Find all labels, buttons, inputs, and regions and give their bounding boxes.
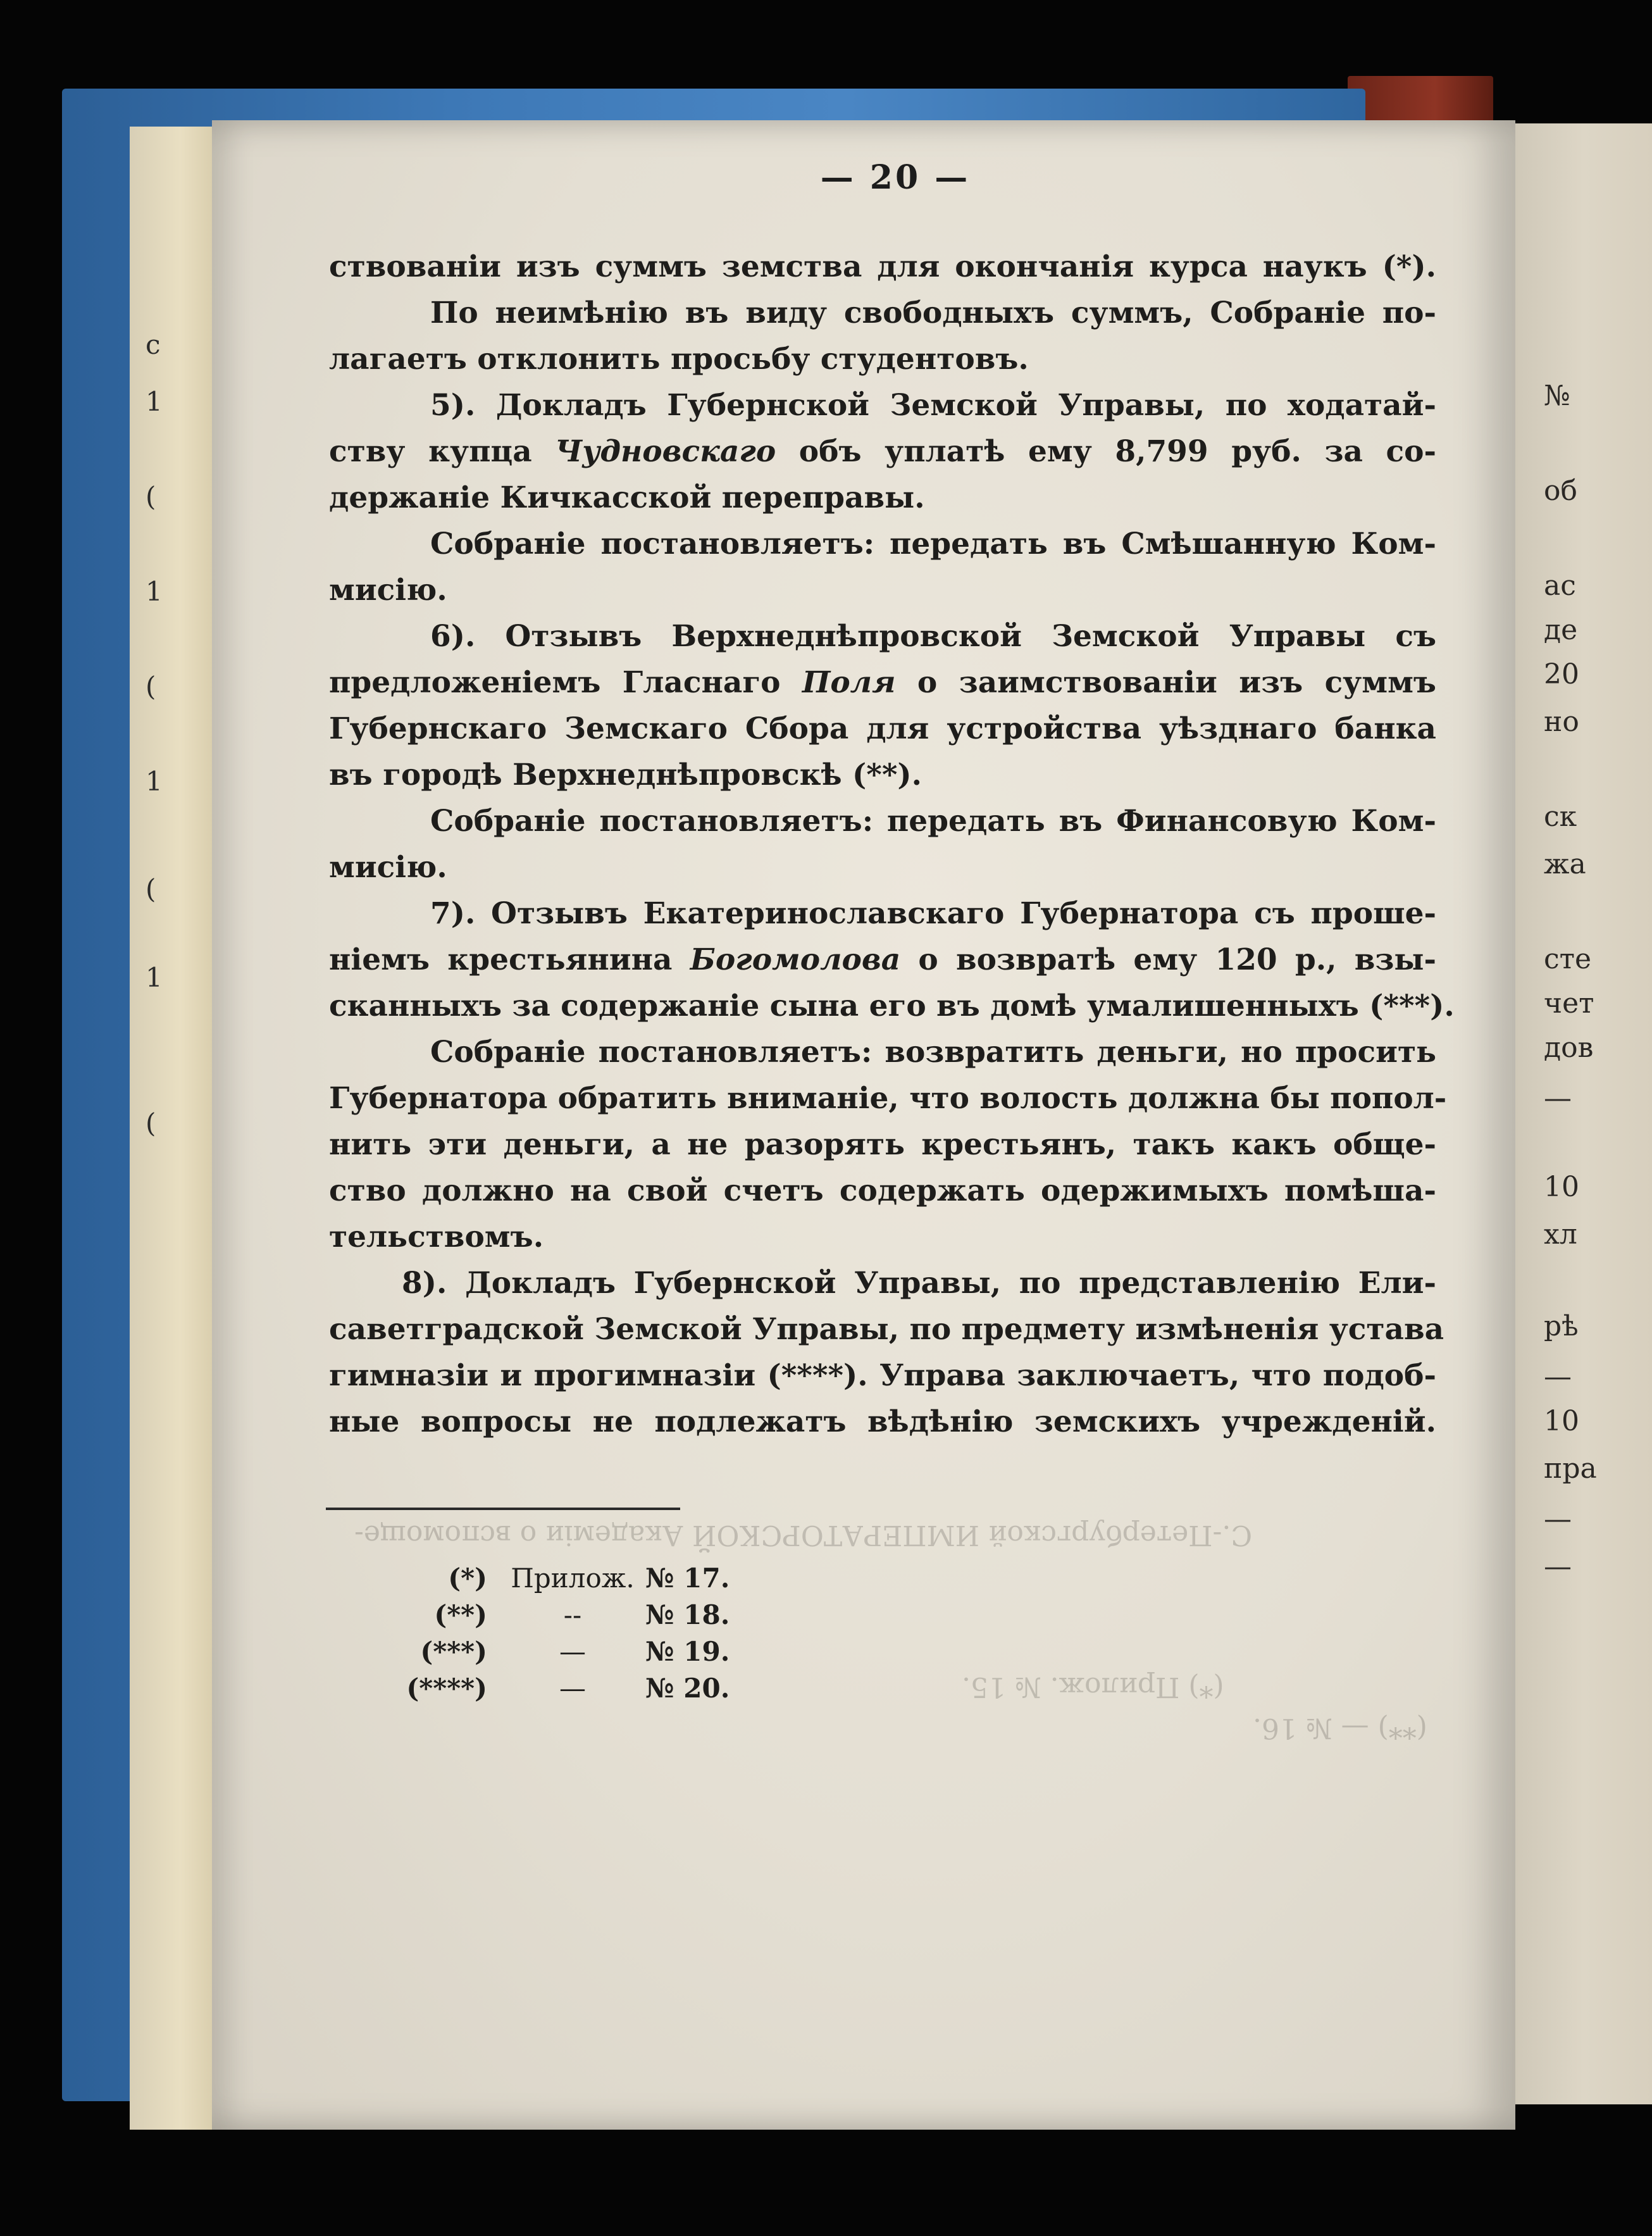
footnote-row: [373, 1560, 772, 1597]
adjacent-page-fragment: —: [1544, 1361, 1572, 1393]
adjacent-page-fragment: сте: [1544, 943, 1592, 975]
footnote-word: --: [563, 1599, 582, 1630]
text-fragment: ство должно на свой счетъ содержать одержимыхъ помѣша-: [329, 1173, 1436, 1208]
footnote-word: Прилож.: [511, 1563, 635, 1594]
text-line: [329, 937, 1436, 983]
margin-mark: 1: [146, 386, 163, 417]
text-fragment: нить эти деньги, а не разорять крестьянъ, такъ какъ обще-: [329, 1127, 1436, 1162]
text-fragment: 8). Докладъ Губернской Управы, по представленію Ели-: [402, 1266, 1436, 1301]
adjacent-page: [1515, 123, 1652, 2104]
adjacent-page-fragment: 20: [1544, 658, 1579, 690]
text-fragment: лагаетъ отклонить просьбу студентовъ.: [329, 342, 1029, 377]
text-line: [329, 567, 1436, 613]
text-fragment: сканныхъ за содержаніе сына его въ домѣ умалишенныхъ (***).: [329, 989, 1455, 1023]
text-fragment: объ уплатѣ ему 8,799 руб. за со-: [776, 434, 1436, 469]
text-line: [329, 1214, 1436, 1260]
text-fragment: 5). Докладъ Губернской Земской Управы, по ходатай-: [430, 388, 1436, 423]
adjacent-page-fragment: де: [1544, 614, 1578, 646]
text-fragment: ніемъ крестьянина: [329, 942, 690, 977]
text-line: [329, 382, 1436, 428]
margin-mark: 1: [146, 766, 163, 797]
text-fragment: Собраніе постановляетъ: передать въ Смѣшанную Ком-: [430, 527, 1436, 561]
text-line: [329, 1168, 1436, 1214]
text-line: [329, 1306, 1444, 1352]
margin-mark: 1: [146, 576, 163, 607]
text-fragment: Губернскаго Земскаго Сбора для устройства уѣзднаго банка: [329, 711, 1436, 746]
text-line: [329, 1260, 1436, 1306]
text-fragment: ствованіи изъ суммъ земства для окончанія курса наукъ (*).: [329, 249, 1436, 284]
margin-mark: (: [146, 1108, 156, 1139]
text-fragment: ству купца: [329, 434, 556, 469]
text-line: [329, 1075, 1447, 1121]
text-line: [329, 706, 1436, 752]
margin-mark: (: [146, 873, 156, 904]
bleed-through-line: (*) Прилож. № 15.: [962, 1671, 1224, 1703]
footnote-row: [373, 1670, 772, 1707]
adjacent-page-fragment: —: [1544, 1503, 1572, 1535]
text-line: [329, 336, 1436, 382]
footnote-num: № 17.: [645, 1563, 730, 1594]
text-line: [329, 1121, 1436, 1168]
adjacent-page-fragment: пра: [1544, 1452, 1597, 1485]
adjacent-page-fragment: 10: [1544, 1405, 1579, 1437]
adjacent-page-fragment: №: [1544, 380, 1570, 412]
margin-mark: (: [146, 671, 156, 702]
adjacent-page-fragment: хл: [1544, 1218, 1577, 1251]
text-fragment: Собраніе постановляетъ: передать въ Финансовую Ком-: [430, 804, 1436, 839]
text-fragment: Губернатора обратить вниманіе, что волость должна бы попол-: [329, 1081, 1447, 1116]
adjacent-page-fragment: но: [1544, 706, 1579, 738]
footnote-rule: [326, 1508, 680, 1510]
margin-mark: (: [146, 481, 156, 512]
footnote-num: № 19.: [645, 1636, 730, 1667]
italic-name: Богомолова: [690, 942, 901, 977]
text-fragment: 7). Отзывъ Екатеринославскаго Губернатора съ проше-: [430, 896, 1436, 931]
footnote-num: № 20.: [645, 1673, 730, 1704]
text-fragment: мисію.: [329, 850, 447, 885]
footnote-word: —: [559, 1636, 586, 1667]
footnote-row: [373, 1597, 772, 1633]
text-line: [329, 475, 1436, 521]
margin-mark: 1: [146, 962, 163, 993]
text-line: [329, 1399, 1436, 1445]
adjacent-page-fragment: чет: [1544, 987, 1594, 1020]
page-number: — 20 —: [820, 158, 971, 197]
footnote-mark: (*): [448, 1563, 487, 1594]
text-fragment: мисію.: [329, 573, 447, 608]
footnote-mark: (**): [434, 1599, 487, 1630]
adjacent-page-fragment: —: [1544, 1082, 1572, 1115]
footnote-row: [373, 1633, 772, 1670]
text-line: [329, 521, 1436, 567]
text-fragment: гимназіи и прогимназіи (****). Управа заключаетъ, что подоб-: [329, 1358, 1436, 1393]
text-fragment: 6). Отзывъ Верхнеднѣпровской Земской Управы съ: [430, 619, 1436, 654]
adjacent-page-fragment: рѣ: [1544, 1310, 1579, 1342]
text-fragment: въ городѣ Верхнеднѣпровскѣ (**).: [329, 758, 922, 792]
adjacent-page-fragment: об: [1544, 475, 1577, 507]
text-fragment: саветградской Земской Управы, по предмету измѣненія устава: [329, 1312, 1444, 1347]
adjacent-page-fragment: ск: [1544, 801, 1577, 833]
text-fragment: о заимствованіи изъ суммъ: [895, 665, 1436, 700]
text-fragment: предложеніемъ Гласнаго: [329, 665, 802, 700]
footnotes: [373, 1560, 772, 1707]
text-line: [329, 1029, 1436, 1075]
text-fragment: Собраніе постановляетъ: возвратить деньги, но просить: [430, 1035, 1436, 1070]
footnote-mark: (****): [406, 1673, 487, 1704]
footnote-num: № 18.: [645, 1599, 730, 1630]
adjacent-page-fragment: 10: [1544, 1171, 1579, 1203]
text-line: [329, 244, 1436, 290]
italic-name: Поля: [802, 665, 896, 700]
text-line: [329, 428, 1436, 475]
text-line: [329, 983, 1455, 1029]
bleed-through-line: С.-Петербургской ИМПЕРАТОРСКОЙ Академіи о вспомоще-: [354, 1519, 1253, 1551]
text-line: [329, 1352, 1436, 1399]
text-line: [329, 659, 1436, 706]
adjacent-page-fragment: —: [1544, 1551, 1572, 1583]
text-fragment: тельствомъ.: [329, 1220, 544, 1254]
text-line: [329, 844, 1436, 890]
text-line: [329, 798, 1436, 844]
text-fragment: держаніе Кичкасской переправы.: [329, 480, 925, 515]
body-text: [329, 244, 1455, 1445]
footnote-word: —: [559, 1673, 586, 1704]
text-fragment: о возвратѣ ему 120 р., взы-: [900, 942, 1436, 977]
italic-name: Чудновскаго: [555, 434, 776, 469]
adjacent-page-fragment: жа: [1544, 848, 1586, 880]
bleed-through-line: (**) — № 16.: [1253, 1712, 1427, 1744]
adjacent-page-fragment: дов: [1544, 1032, 1594, 1064]
text-line: [329, 890, 1436, 937]
footnote-mark: (***): [420, 1636, 487, 1667]
text-line: [329, 613, 1436, 659]
margin-mark: c: [146, 329, 161, 360]
adjacent-page-fragment: ас: [1544, 570, 1576, 602]
text-line: [329, 752, 1436, 798]
text-fragment: ные вопросы не подлежатъ вѣдѣнію земскихъ учрежденій.: [329, 1404, 1436, 1439]
text-fragment: По неимѣнію въ виду свободныхъ суммъ, Собраніе по-: [430, 296, 1436, 330]
text-line: [329, 290, 1436, 336]
